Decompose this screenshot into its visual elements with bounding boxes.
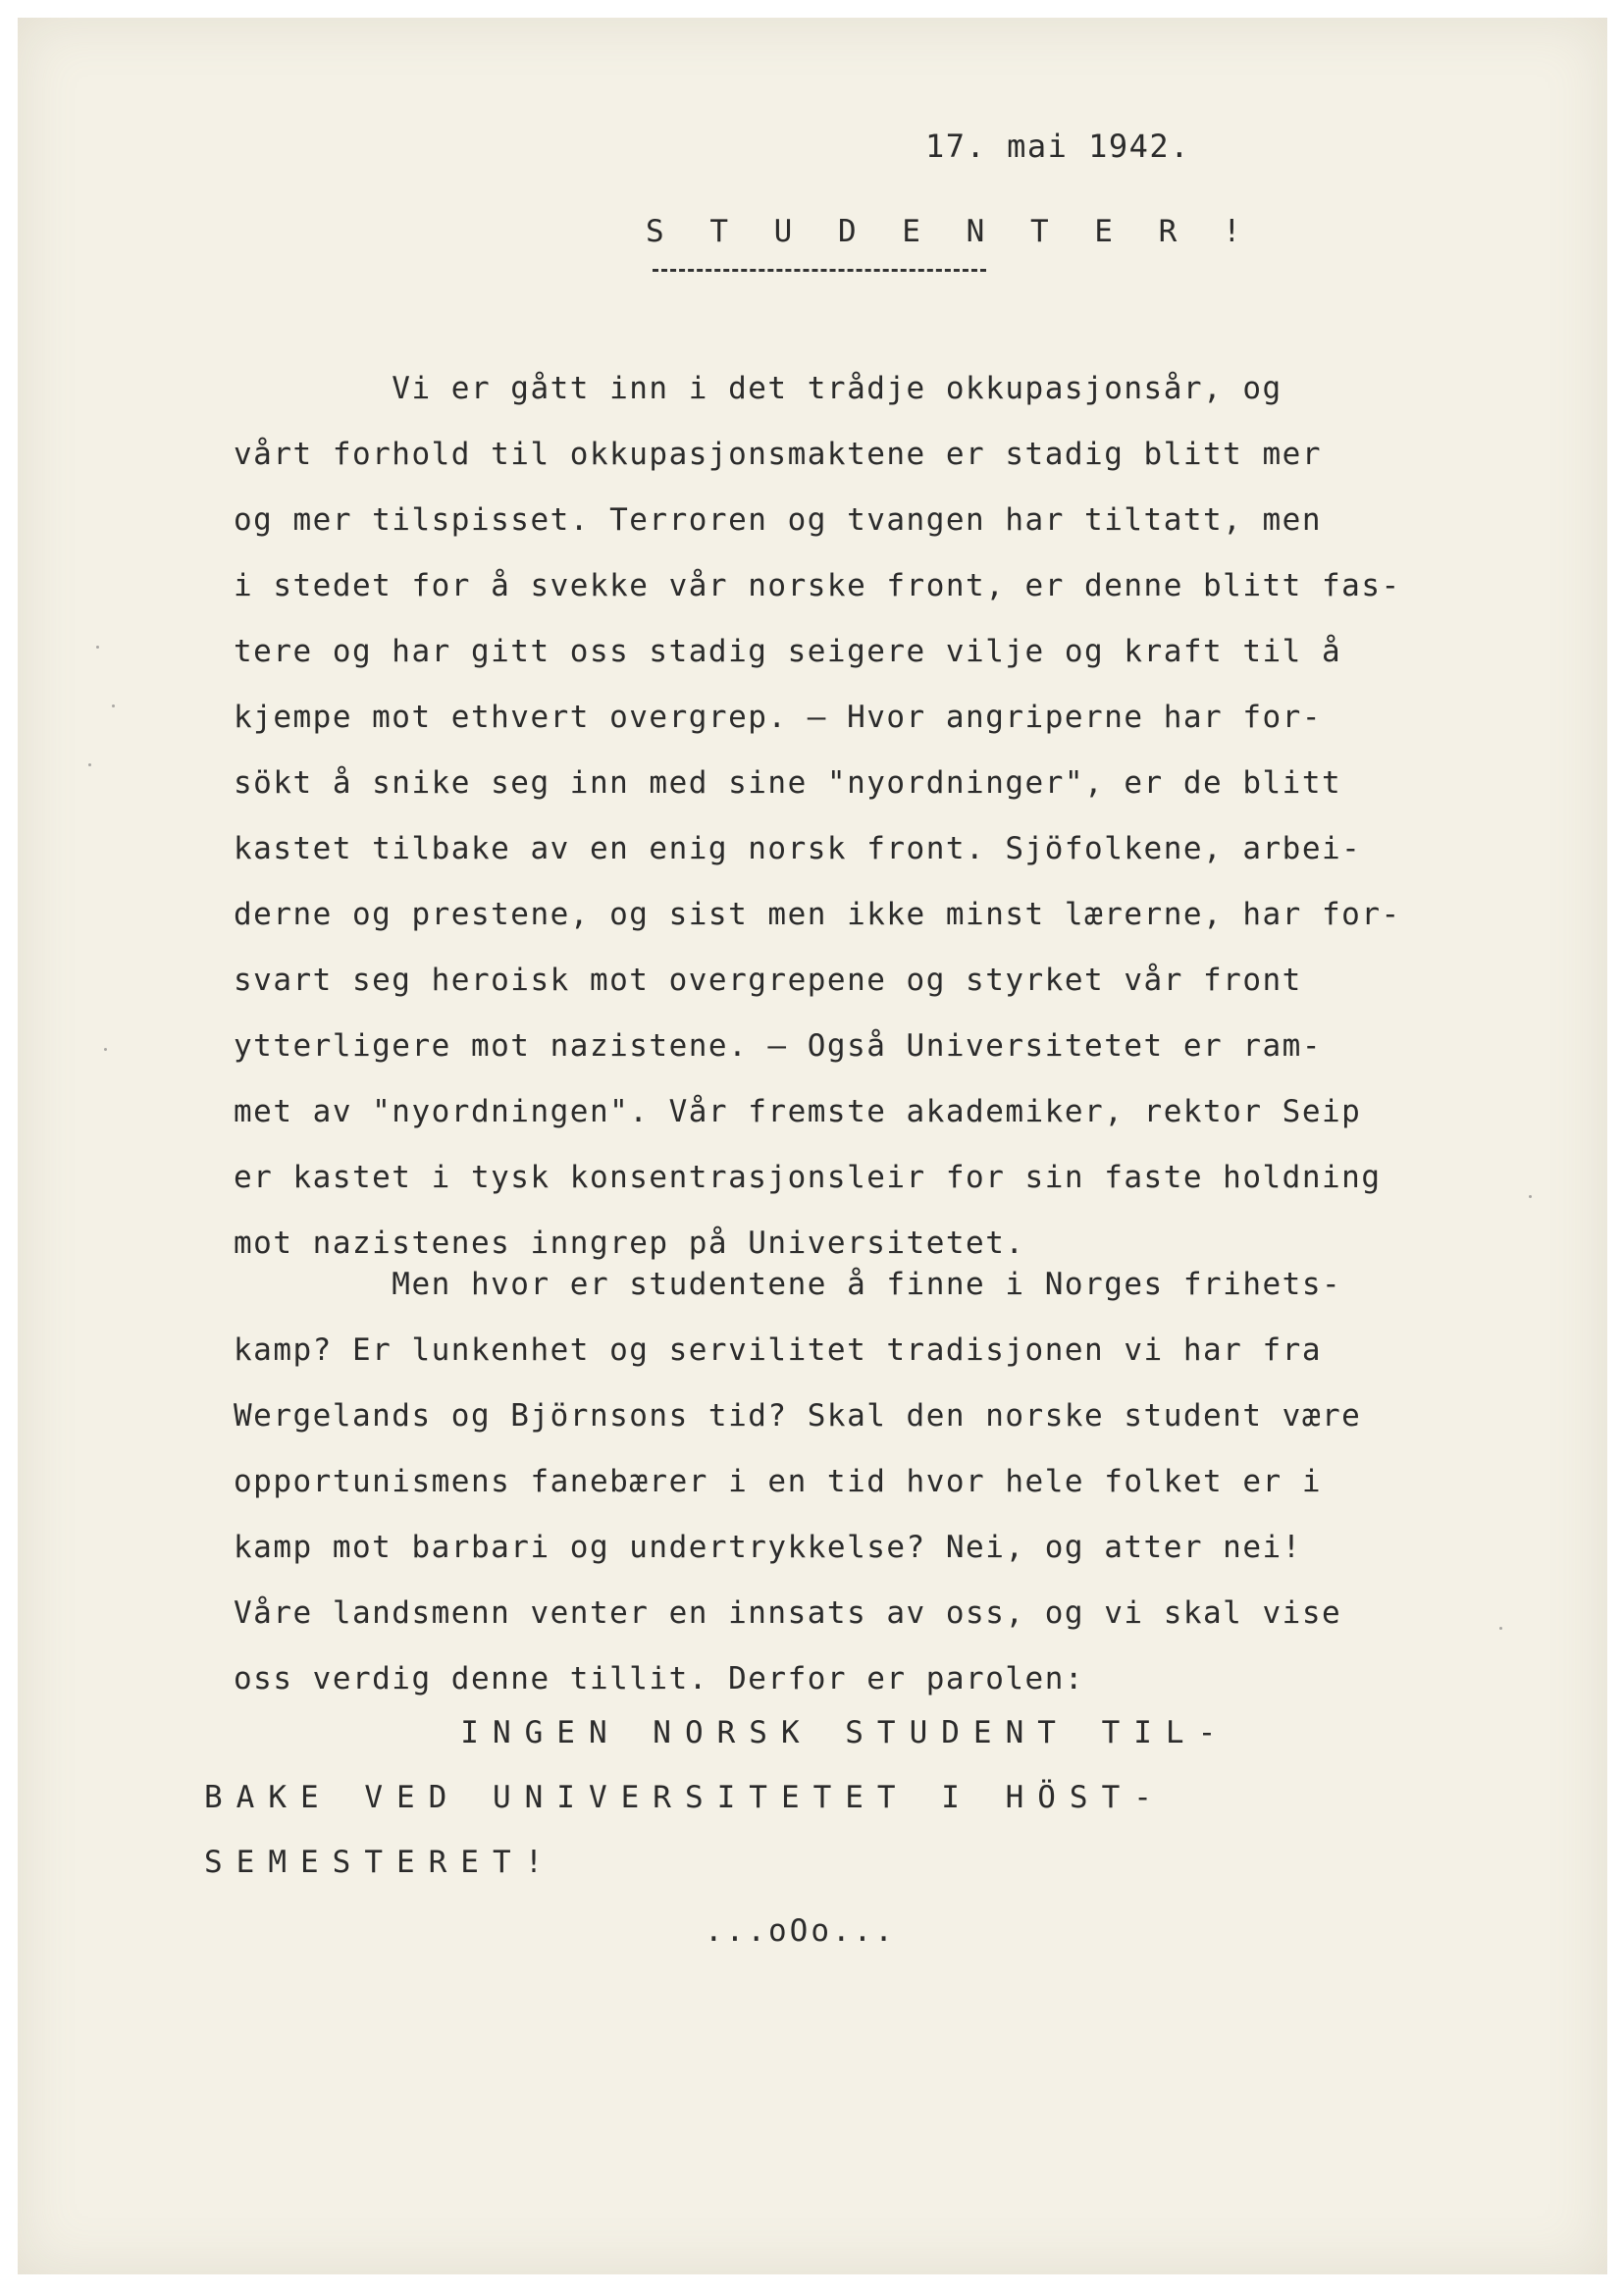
text-line: oss verdig denne tillit. Derfor er parolen: — [234, 1661, 1085, 1696]
paper-speck — [96, 646, 99, 649]
text-line: vårt forhold til okkupasjonsmaktene er stadig blitt mer — [234, 437, 1322, 472]
text-line: tere og har gitt oss stadig seigere vilje og kraft til å — [234, 634, 1342, 669]
text-line: svart seg heroisk mot overgrepene og styrket vår front — [234, 963, 1302, 998]
text-line: ytterligere mot nazistene. — Også Universitetet er ram- — [234, 1028, 1322, 1064]
title-underline — [653, 269, 986, 272]
text-line: kjempe mot ethvert overgrep. — Hvor angriperne har for- — [234, 700, 1322, 735]
text-line: i stedet for å svekke vår norske front, er denne blitt fas- — [234, 568, 1401, 603]
text-line: mot nazistenes inngrep på Universitetet. — [234, 1226, 1025, 1261]
parole-block — [204, 1700, 1230, 1895]
document-title: S T U D E N T E R ! — [646, 214, 1255, 249]
text-line: kastet tilbake av en enig norsk front. Sjöfolkene, arbei- — [234, 831, 1362, 866]
closing-ornament: ...oOo... — [705, 1913, 896, 1949]
text-line: sökt å snike seg inn med sine "nyordninger", er de blitt — [234, 765, 1342, 801]
paper-speck — [1529, 1195, 1532, 1198]
text-line: opportunismens fanebærer i en tid hvor hele folket er i — [234, 1464, 1322, 1499]
text-line: kamp mot barbari og undertrykkelse? Nei, og atter nei! — [234, 1530, 1302, 1565]
text-line: Men hvor er studentene å finne i Norges frihets- — [234, 1267, 1342, 1302]
parole-line: INGEN NORSK STUDENT TIL- — [204, 1715, 1230, 1750]
text-line: kamp? Er lunkenhet og servilitet tradisjonen vi har fra — [234, 1332, 1322, 1368]
typewritten-page — [18, 18, 1607, 2274]
parole-line: BAKE VED UNIVERSITETET I HÖST- — [204, 1780, 1166, 1815]
paper-speck — [104, 1048, 107, 1051]
text-line: Våre landsmenn venter en innsats av oss, og vi skal vise — [234, 1595, 1342, 1631]
text-line: met av "nyordningen". Vår fremste akademiker, rektor Seip — [234, 1094, 1362, 1129]
text-line: og mer tilspisset. Terroren og tvangen har tiltatt, men — [234, 502, 1322, 538]
paper-speck — [88, 763, 91, 766]
text-line: er kastet i tysk konsentrasjonsleir for sin faste holdning — [234, 1160, 1382, 1195]
text-line: derne og prestene, og sist men ikke minst lærerne, har for- — [234, 897, 1401, 932]
parole-line: SEMESTERET! — [204, 1845, 557, 1880]
text-line: Wergelands og Björnsons tid? Skal den norske student være — [234, 1398, 1362, 1434]
paper-speck — [1499, 1627, 1502, 1630]
document-date: 17. mai 1942. — [925, 128, 1190, 165]
paragraph-1 — [234, 356, 1401, 1277]
paper-speck — [112, 704, 115, 707]
text-line: Vi er gått inn i det trådje okkupasjonsår, og — [234, 371, 1283, 406]
paragraph-2 — [234, 1252, 1361, 1712]
